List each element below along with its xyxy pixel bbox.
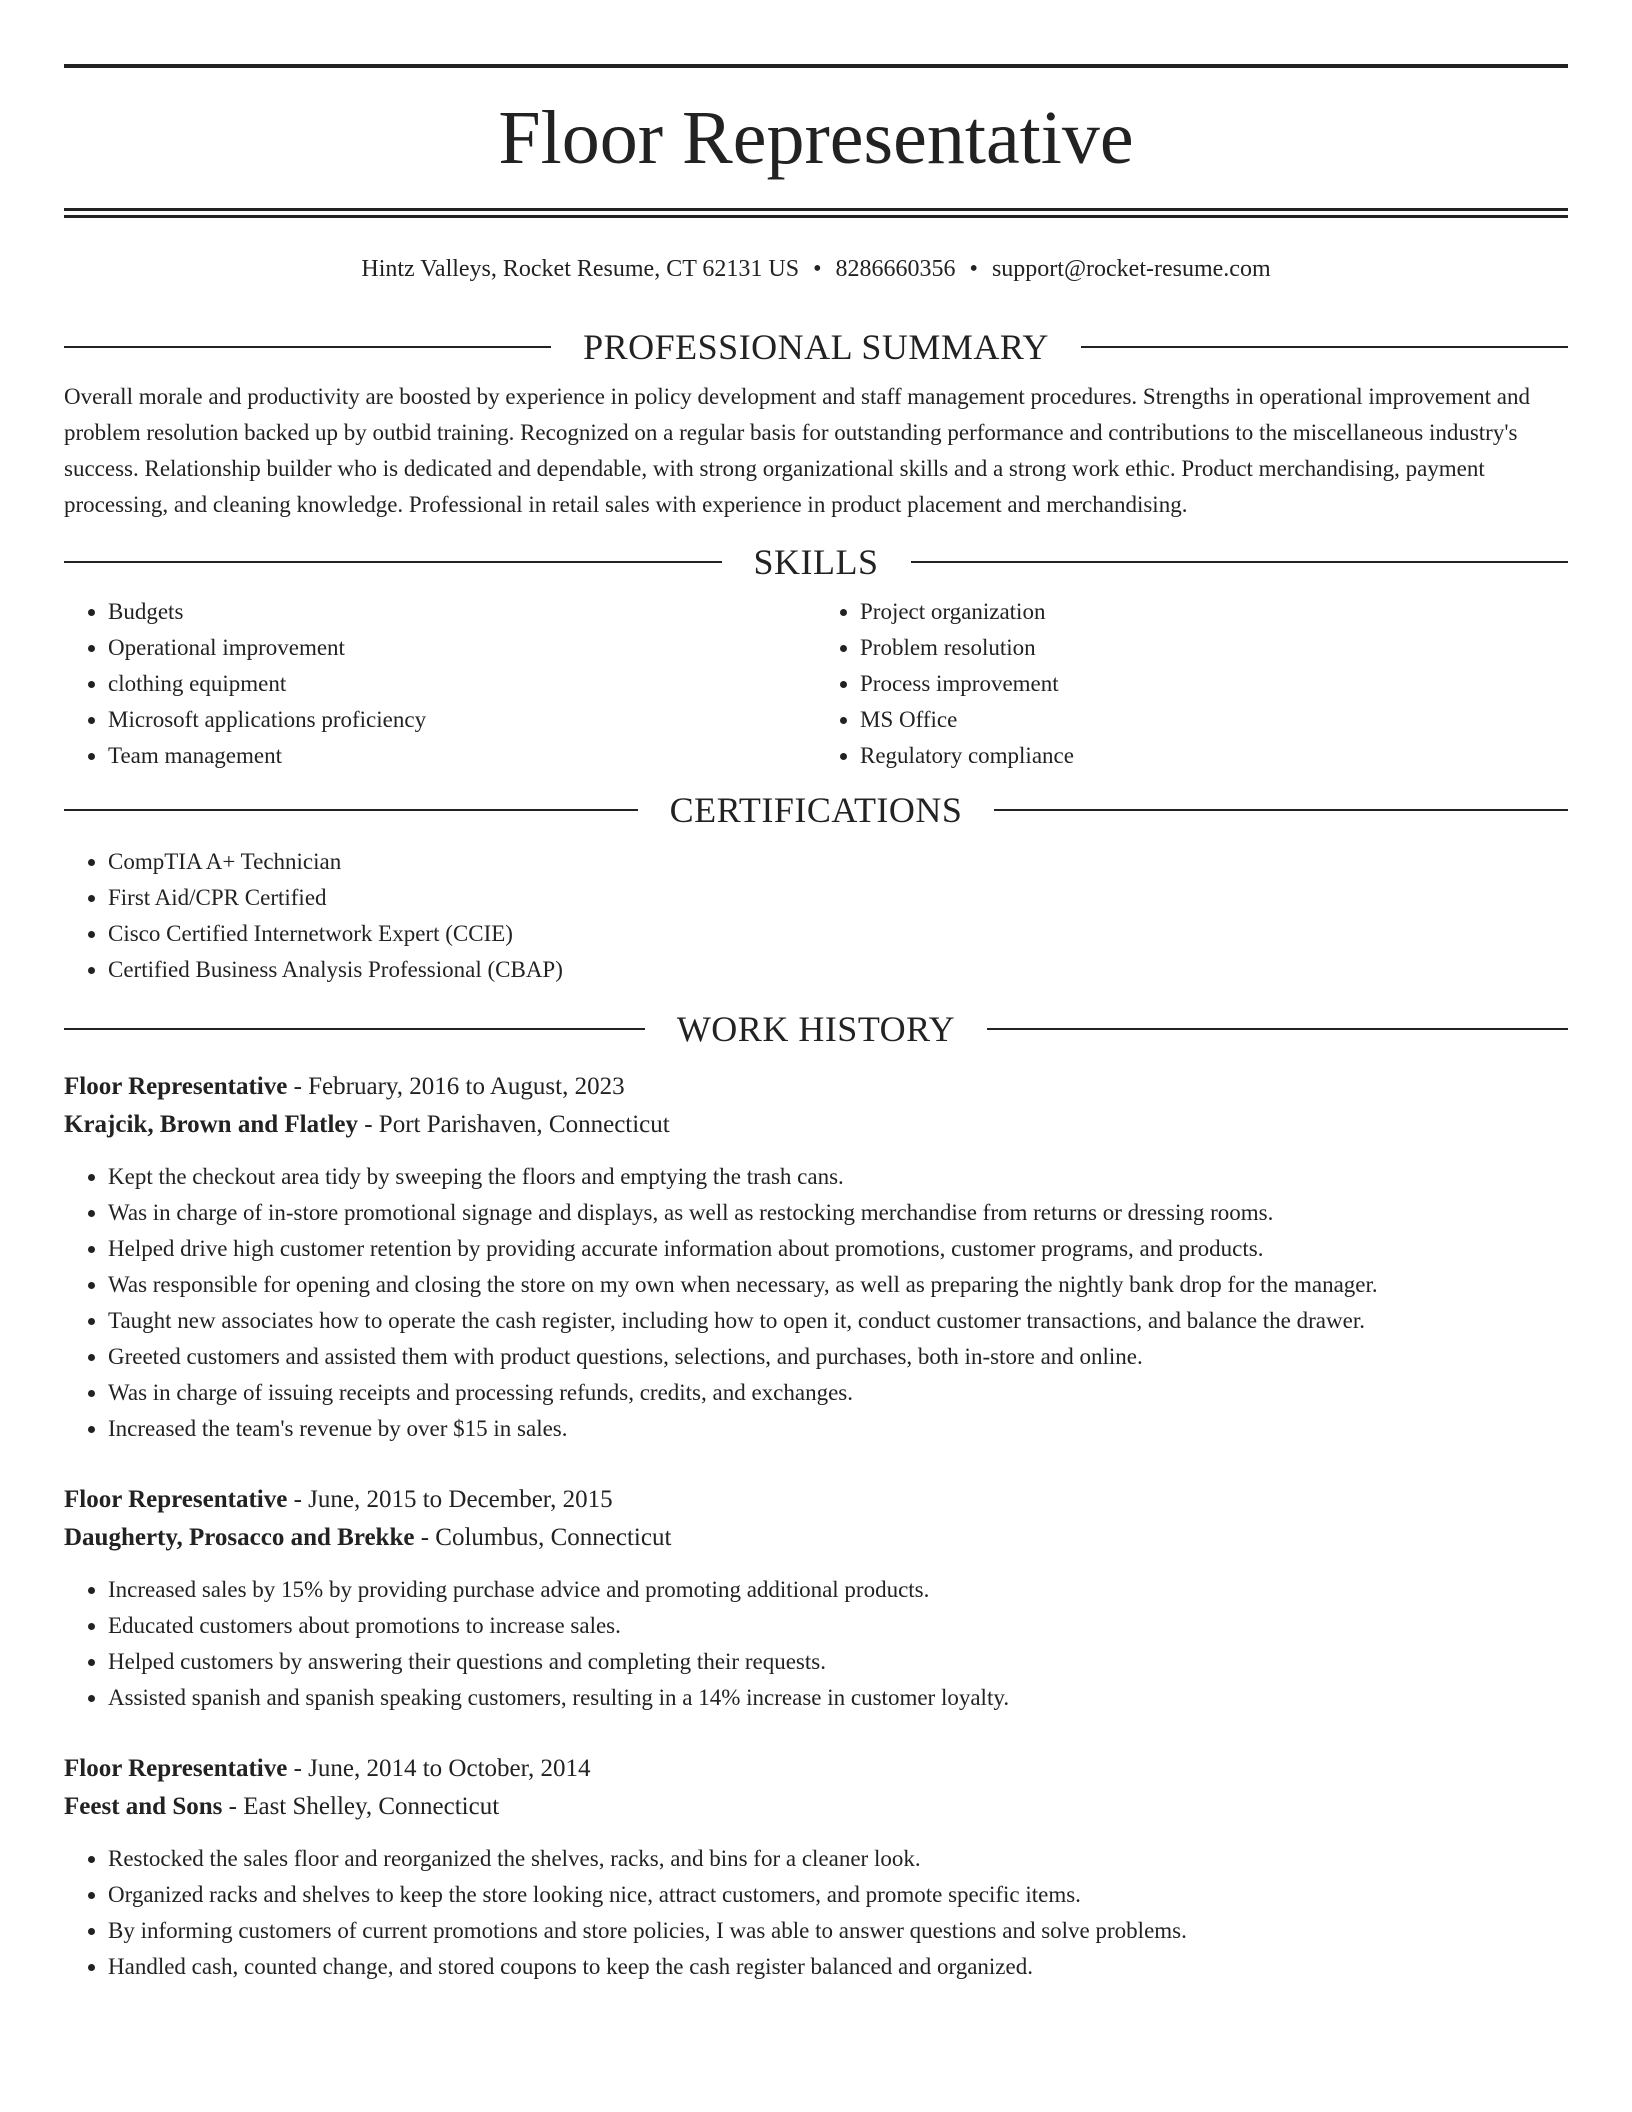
job-duty: • Was in charge of in-store promotional signage and displays, as well as restocking merchandise from returns or dressing rooms. xyxy=(108,1195,1568,1231)
heading-rule-left xyxy=(64,1028,645,1030)
skill-item: • Problem resolution xyxy=(860,630,1568,666)
contact-address: Hintz Valleys, Rocket Resume, CT 62131 US xyxy=(361,256,800,282)
job-duties-list xyxy=(64,1159,1568,1447)
job-title: Floor Representative xyxy=(64,1073,288,1100)
job-dates: - February, 2016 to August, 2023 xyxy=(287,1073,625,1100)
job-title: Floor Representative xyxy=(64,1755,288,1782)
contact-phone: 8286660356 xyxy=(835,256,956,282)
job-duty: • Helped customers by answering their questions and completing their requests. xyxy=(108,1644,1568,1680)
summary-heading xyxy=(64,326,1568,368)
job-location: - East Shelley, Connecticut xyxy=(222,1793,500,1820)
skills-list-right xyxy=(816,594,1568,774)
job-duty: • Increased the team's revenue by over $15 in sales. xyxy=(108,1411,1568,1447)
skill-item: • Project organization xyxy=(860,594,1568,630)
job-dates: - June, 2015 to December, 2015 xyxy=(287,1486,613,1513)
job-company: Krajcik, Brown and Flatley xyxy=(64,1111,358,1138)
job-title-line xyxy=(64,1068,1568,1106)
job-company: Feest and Sons xyxy=(64,1793,223,1820)
work-history-heading-label: WORK HISTORY xyxy=(676,1009,956,1049)
job-title: Floor Representative xyxy=(64,1486,288,1513)
job-company-line xyxy=(64,1788,1568,1826)
heading-rule-left xyxy=(64,809,638,811)
job-entry xyxy=(64,1481,1568,1716)
skills-heading-label: SKILLS xyxy=(753,542,879,582)
job-company: Daugherty, Prosacco and Brekke xyxy=(64,1524,415,1551)
summary-text: Overall morale and productivity are boosted by experience in policy development and staff management procedures. Strengths in operational improvement and problem resolution backed up by outbid training. Recognized on a regular basis for outstanding performance and contributions to the miscellaneous industry's success. Relationship builder who is dedicated and dependable, with strong organizational skills and a strong work ethic. Product merchandising, payment processing, and cleaning knowledge. Professional in retail sales with experience in product placement and merchandising. xyxy=(64,384,1530,517)
skill-item: • Operational improvement xyxy=(108,630,816,666)
heading-rule-right xyxy=(911,561,1569,563)
skill-item: • Budgets xyxy=(108,594,816,630)
job-duty: • Greeted customers and assisted them with product questions, selections, and purchases, both in-store and online. xyxy=(108,1339,1568,1375)
job-duty: • Helped drive high customer retention by providing accurate information about promotions, customer programs, and products. xyxy=(108,1231,1568,1267)
job-duty: • Restocked the sales floor and reorganized the shelves, racks, and bins for a cleaner look. xyxy=(108,1841,1568,1877)
job-title-line xyxy=(64,1481,1568,1519)
heading-rule-left xyxy=(64,346,551,348)
certifications-heading-label: CERTIFICATIONS xyxy=(669,790,963,830)
heading-rule-right xyxy=(994,809,1568,811)
job-location: - Columbus, Connecticut xyxy=(414,1524,672,1551)
job-duty: • Organized racks and shelves to keep the store looking nice, attract customers, and promote specific items. xyxy=(108,1877,1568,1913)
work-history-heading xyxy=(64,1008,1568,1050)
heading-rule-right xyxy=(1081,346,1568,348)
skill-item: • Team management xyxy=(108,738,816,774)
certifications-list xyxy=(64,844,1568,988)
contact-separator: • xyxy=(969,256,978,282)
job-duty: • Taught new associates how to operate the cash register, including how to open it, conduct customer transactions, and balance the drawer. xyxy=(108,1303,1568,1339)
contact-email: support@rocket-resume.com xyxy=(991,256,1271,282)
skills-heading xyxy=(64,541,1568,583)
job-entry xyxy=(64,1750,1568,1985)
skill-item: • Regulatory compliance xyxy=(860,738,1568,774)
certification-item: • Certified Business Analysis Professional (CBAP) xyxy=(108,952,1568,988)
certification-item: • Cisco Certified Internetwork Expert (CCIE) xyxy=(108,916,1568,952)
resume-page xyxy=(64,64,1568,1985)
contact-separator: • xyxy=(813,256,822,282)
contact-line xyxy=(64,254,1568,284)
skill-item: • Process improvement xyxy=(860,666,1568,702)
job-duty: • Was responsible for opening and closing the store on my own when necessary, as well as preparing the nightly bank drop for the manager. xyxy=(108,1267,1568,1303)
heading-rule-right xyxy=(987,1028,1568,1030)
job-duty: • Handled cash, counted change, and stored coupons to keep the cash register balanced and organized. xyxy=(108,1949,1568,1985)
name-double-rule xyxy=(64,208,1568,218)
certification-item: • First Aid/CPR Certified xyxy=(108,880,1568,916)
job-duty: • Assisted spanish and spanish speaking customers, resulting in a 14% increase in customer loyalty. xyxy=(108,1680,1568,1716)
job-duty: • Increased sales by 15% by providing purchase advice and promoting additional products. xyxy=(108,1572,1568,1608)
skill-item: • clothing equipment xyxy=(108,666,816,702)
summary-heading-label: PROFESSIONAL SUMMARY xyxy=(583,327,1049,367)
job-entry xyxy=(64,1068,1568,1447)
job-duties-list xyxy=(64,1841,1568,1985)
skills-grid xyxy=(64,594,1568,774)
job-dates: - June, 2014 to October, 2014 xyxy=(287,1755,591,1782)
job-duty: • Was in charge of issuing receipts and processing refunds, credits, and exchanges. xyxy=(108,1375,1568,1411)
candidate-name: Floor Representative xyxy=(498,96,1134,180)
job-duty: • Kept the checkout area tidy by sweeping the floors and emptying the trash cans. xyxy=(108,1159,1568,1195)
job-company-line xyxy=(64,1519,1568,1557)
job-duty: • Educated customers about promotions to increase sales. xyxy=(108,1608,1568,1644)
heading-rule-left xyxy=(64,561,722,563)
job-company-line xyxy=(64,1106,1568,1144)
skill-item: • MS Office xyxy=(860,702,1568,738)
job-duties-list xyxy=(64,1572,1568,1716)
skills-list-left xyxy=(64,594,816,774)
certification-item: • CompTIA A+ Technician xyxy=(108,844,1568,880)
skill-item: • Microsoft applications proficiency xyxy=(108,702,816,738)
job-location: - Port Parishaven, Connecticut xyxy=(357,1111,670,1138)
job-title-line xyxy=(64,1750,1568,1788)
certifications-heading xyxy=(64,789,1568,831)
job-duty: • By informing customers of current promotions and store policies, I was able to answer questions and solve problems. xyxy=(108,1913,1568,1949)
